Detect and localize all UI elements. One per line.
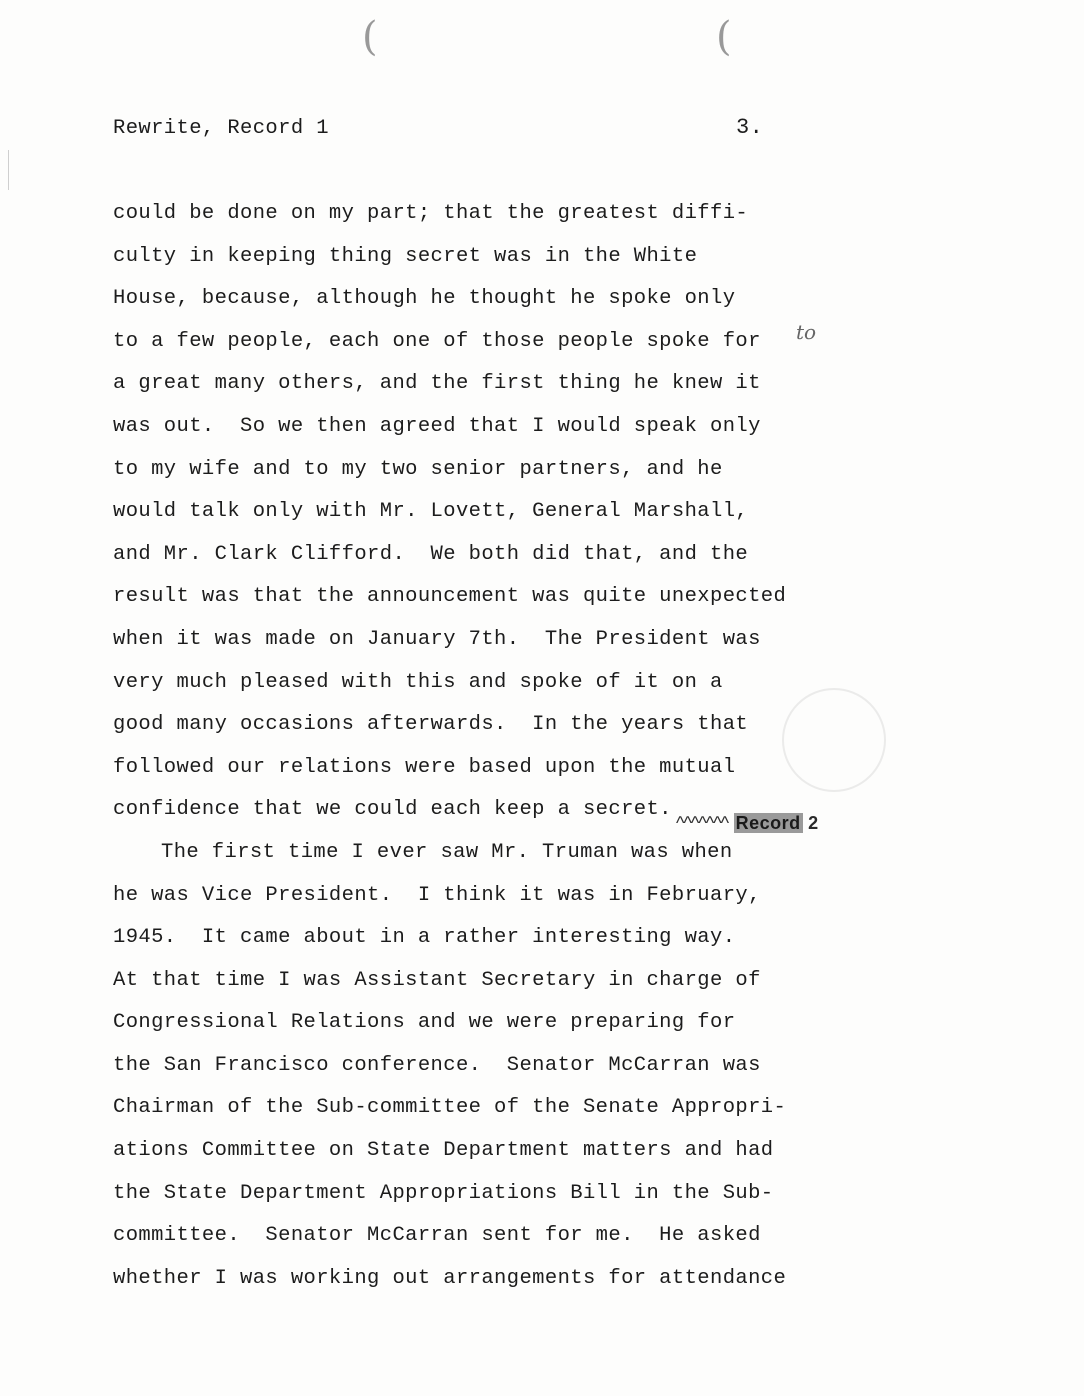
body-line: he was Vice President. I think it was in February, — [113, 883, 761, 907]
body-line: when it was made on January 7th. The President was — [113, 627, 761, 651]
body-line: Congressional Relations and we were preparing for — [113, 1011, 736, 1035]
document-header-title: Rewrite, Record 1 — [113, 117, 329, 140]
margin-handwritten-note: to — [796, 320, 817, 344]
body-line: 1945. It came about in a rather interesting way. — [113, 926, 736, 950]
page-edge-mark — [8, 150, 9, 190]
body-line: very much pleased with this and spoke of it on a — [113, 670, 723, 694]
right-parenthesis-mark: ( — [716, 14, 732, 60]
archive-stamp-icon — [782, 688, 886, 792]
record-marker — [676, 813, 819, 834]
body-line: to my wife and to my two senior partners, and he — [113, 457, 723, 481]
document-body — [113, 199, 813, 1306]
body-line: At that time I was Assistant Secretary in charge of — [113, 968, 761, 992]
body-line: would talk only with Mr. Lovett, General Marshall, — [113, 500, 749, 524]
body-line: House, because, although he thought he spoke only — [113, 287, 736, 311]
body-line: culty in keeping thing secret was in the White — [113, 244, 698, 268]
body-line: result was that the announcement was quite unexpected — [113, 585, 787, 609]
body-line: a great many others, and the first thing he knew it — [113, 372, 761, 396]
body-line: was out. So we then agreed that I would speak only — [113, 414, 761, 438]
body-line: committee. Senator McCarran sent for me. He asked — [113, 1224, 761, 1248]
record-marker-number: 2 — [808, 813, 819, 833]
body-line: ations Committee on State Department matters and had — [113, 1139, 774, 1163]
body-line: Chairman of the Sub-committee of the Senate Appropri- — [113, 1096, 787, 1120]
body-line-paragraph-start: The first time I ever saw Mr. Truman was when — [161, 840, 733, 864]
body-line: the San Francisco conference. Senator McCarran was — [113, 1053, 761, 1077]
body-line: whether I was working out arrangements for attendance — [113, 1266, 787, 1290]
body-line: could be done on my part; that the greatest diffi- — [113, 202, 749, 225]
body-line: and Mr. Clark Clifford. We both did that, and the — [113, 542, 749, 566]
page-number: 3. — [736, 115, 764, 140]
body-line: the State Department Appropriations Bill in the Sub- — [113, 1181, 774, 1205]
body-line: followed our relations were based upon the mutual — [113, 755, 736, 779]
body-line: confidence that we could each keep a secret. — [113, 798, 672, 822]
body-line: to a few people, each one of those people spoke for — [113, 329, 761, 353]
caret-marks-icon: ^^^^^^^ — [676, 813, 729, 833]
left-parenthesis-mark: ( — [362, 14, 378, 60]
record-marker-label: Record — [735, 813, 801, 833]
body-line: good many occasions afterwards. In the years that — [113, 713, 749, 737]
